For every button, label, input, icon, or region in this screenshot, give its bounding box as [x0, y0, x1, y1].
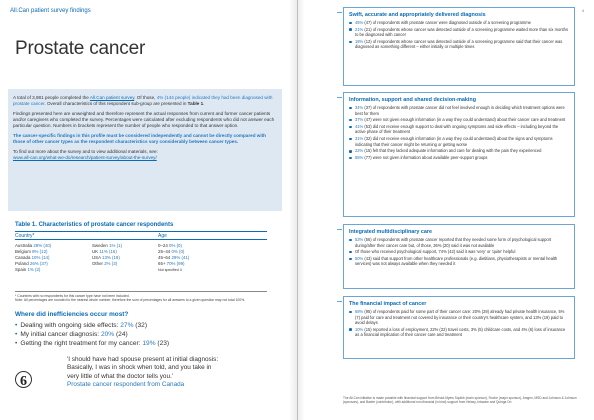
financial-impact-box — [343, 296, 575, 359]
intro-paragraph-1 — [13, 95, 277, 107]
table-cell: 0–24 0% (0) — [158, 243, 182, 248]
quote-line: very little of what the doctor tells you.' — [67, 372, 174, 380]
intro-text: . Of those, — [134, 95, 157, 100]
about-survey-link[interactable]: www.all-can.org/what-we-do/research/patient-survey/about-the-survey/ — [13, 155, 157, 160]
list-item: 22% (15) felt that they lacked adequate information and care for dealing with the pain they experienced — [349, 148, 569, 154]
age-header: Age — [158, 232, 167, 239]
inefficiencies-list — [15, 321, 169, 348]
table-cell: Spain 1% (2) — [15, 267, 41, 272]
country-column-2 — [92, 243, 158, 273]
respondent-share: 4% (144 people) indicated they had been diagnosed with prostate cancer — [13, 95, 273, 106]
patient-quote — [67, 356, 273, 390]
table-cell: Poland 26% (37) — [15, 261, 48, 266]
survey-link[interactable]: All.Can patient survey — [89, 95, 135, 100]
list-item: Of those who received psychological support, 74% (42) said it was 'very' or 'quite' helpful — [349, 249, 569, 255]
characteristics-table — [15, 231, 267, 273]
quote-icon: 6 — [15, 371, 32, 388]
box-list — [349, 20, 569, 50]
intro-paragraph-4 — [13, 149, 277, 161]
diagnosis-box — [343, 7, 575, 86]
page-number: 4 — [581, 8, 584, 13]
list-item: 31% (32) did not receive enough information (in a way they could understand) about the signs and symptoms indicating that their cancer might be returning or getting worse — [349, 136, 569, 147]
information-support-box — [343, 92, 575, 217]
quote-line: Basically, I was in shock when told, and you take in — [67, 364, 212, 372]
table-cell: Canada 10% (14) — [15, 255, 50, 260]
age-column — [158, 243, 238, 273]
box-list — [349, 309, 569, 338]
box-title: Information, support and shared decision-making — [349, 97, 476, 103]
table-cell: Sweden 1% (1) — [92, 243, 123, 248]
table-header — [15, 231, 267, 240]
box-title: The financial impact of cancer — [349, 301, 427, 307]
table-body — [15, 240, 267, 273]
quote-line: 'I should have had spouse present at initial diagnosis: — [67, 356, 219, 363]
list-item: 41% (53) did not receive enough support to deal with ongoing symptoms and side effects – including beyond the active phase of their treatment — [349, 124, 569, 135]
table-footnote: Note: All percentages are rounded to the nearest whole number, therefore the sum of percentages for all answers to a given question may not total 100%. — [15, 298, 246, 303]
table-cell: 25–44 0% (0) — [158, 249, 185, 254]
table-cell: UK 11% (16) — [92, 249, 117, 254]
list-item: 18% (12) of respondents whose cancer was detected outside of a screening programme said that their cancer was diagnosed as something different – either initially or multiple times — [349, 39, 569, 50]
box-list — [349, 237, 569, 267]
country-header: Country* — [15, 232, 35, 239]
list-item: • My initial cancer diagnosis: 20% (24) — [15, 330, 169, 339]
box-title: Swift, accurate and appropriately delivered diagnosis — [349, 12, 486, 18]
table-ref: Table 1 — [187, 101, 204, 106]
table-title: Table 1. Characteristics of prostate cancer respondents — [15, 222, 174, 228]
list-item: 55% (77) were not given information about available peer-support groups — [349, 155, 569, 161]
list-item: 50% (43) said that support from other healthcare professionals (e.g. dietitians, physiotherapists or mental health services) was not always available when they needed it — [349, 256, 569, 267]
list-item: 37% (47) were not given enough information (in a way they could understand) about their cancer care and treatment — [349, 117, 569, 123]
table-cell: Belgium 8% (12) — [15, 249, 48, 254]
table-cell: USA 13% (19) — [92, 255, 120, 260]
quote-attribution: Prostate cancer respondent from Canada — [67, 381, 185, 389]
intro-paragraph-2: Findings presented here are unweighted and therefore represent the actual responses from current and former cancer patients and/or caregivers who completed the survey. Percentages were calculated after excluding respondents who did not answer each particular question. Numbers in brackets represent the number of people who responded to that answer option. — [13, 111, 275, 128]
sponsor-footnote: The All.Can initiative is made possible with financial support from Bristol-Myers Squibb (main sponsor), Roche (major sponsor), Amgen, MSD and Johnson & Johnson (sponsors), and Baxter (contributor), with additional non-financial (in kind) support from Helaxy, Intacare and Quinga On — [343, 396, 577, 404]
table-footnote: * Countries with no respondents for this cancer type have not been included. — [15, 294, 130, 298]
list-item: 58% (95) of respondents paid for some part of their cancer care: 20% (29) already had private health insurance, 5% (7) paid for care and treatment not covered by insurance or their country's healthcare system, and 13% (19) paid to avoid delays — [349, 309, 569, 326]
table-cell: 65+ 70% (99) — [158, 261, 185, 266]
table-cell: Other 2% (3) — [92, 261, 118, 266]
intro-text: To find out more about the survey and to view additional materials, see: — [13, 149, 158, 154]
table-notes — [15, 291, 267, 302]
country-column-1 — [15, 243, 92, 273]
multidisciplinary-care-box — [343, 224, 575, 289]
inefficiencies-title: Where did inefficiencies occur most? — [15, 311, 129, 318]
intro-text: A total of 3,981 people completed the — [13, 95, 90, 100]
page-title: Prostate cancer — [15, 38, 146, 59]
table-cell: 45–64 29% (41) — [158, 255, 190, 260]
intro-box — [8, 89, 282, 211]
table-cell: Australia 28% (40) — [15, 243, 52, 248]
list-item: 10% (15) reported a loss of employment, 22% (32) travel costs, 3% (5) childcare costs, and 4% (6) loss of insurance as a financial implication of their cancer care and treatment — [349, 327, 569, 338]
list-item: 53% (56) of respondents with prostate cancer reported that they needed some form of psychological support during/after their cancer care but, of those, 36% (20) said it was not available — [349, 237, 569, 248]
box-list — [349, 105, 569, 160]
list-item: 45% (47) of respondents with prostate cancer were diagnosed outside of a screening programme — [349, 20, 569, 26]
list-item: • Getting the right treatment for my cancer: 19% (23) — [15, 339, 169, 348]
page-header: All.Can patient survey findings — [10, 8, 91, 14]
list-item: 21% (21) of respondents whose cancer was detected outside of a screening programme waited more than six months to be diagnosed with cancer — [349, 27, 569, 38]
table-cell: Not specified 4 — [158, 268, 182, 272]
list-item: 34% (37) of respondents with prostate cancer did not feel involved enough in deciding which treatment options were best for them — [349, 105, 569, 116]
intro-paragraph-3: The cancer-specific findings in this profile must be considered independently and cannot be directly compared with those of other cancer types as the respondent characteristics vary considerably between cancer types. — [13, 133, 266, 144]
intro-text: . Overall characteristics of this respondent sub-group are presented in — [44, 101, 188, 106]
list-item: • Dealing with ongoing side effects: 27% (32) — [15, 321, 169, 330]
intro-text: . — [203, 101, 205, 106]
box-title: Integrated multidisciplinary care — [349, 229, 432, 235]
